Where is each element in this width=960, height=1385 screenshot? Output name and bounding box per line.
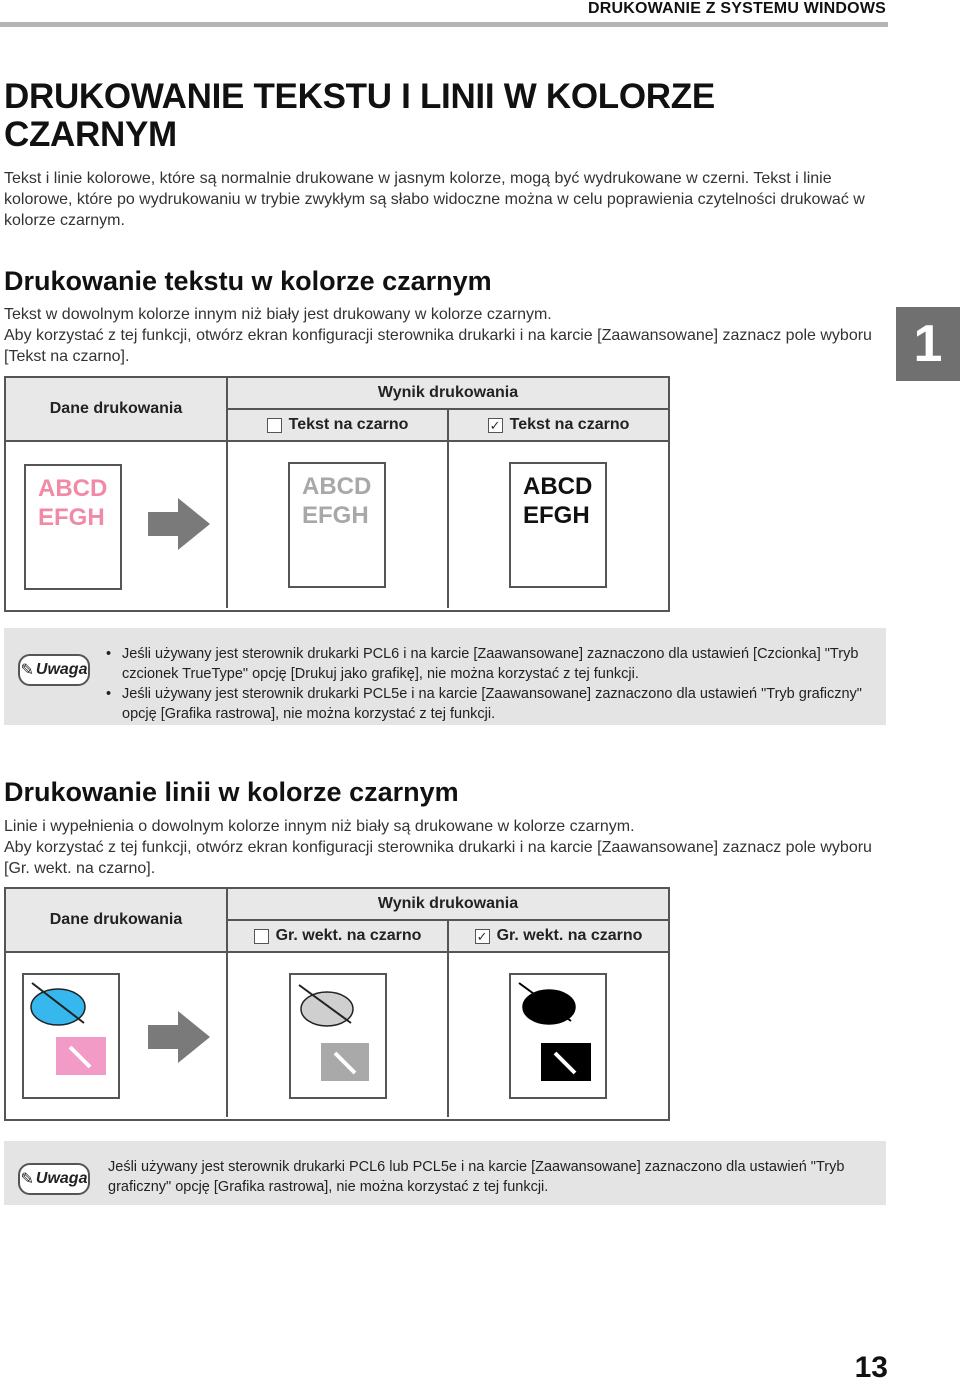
column-divider [447, 440, 449, 608]
black-sample-text: ABCD EFGH [523, 473, 593, 529]
result-page-unchecked [289, 973, 387, 1099]
ellipse-shape [31, 989, 85, 1025]
source-sample-text: ABCD EFGH [38, 475, 108, 531]
note-text: Jeśli używany jest sterownik drukarki PCL6 lub PCL5e i na karcie [Zaawansowane] zaznaczono dla ustawień "Tryb graficzny" opcję [Grafika rastrowa], nie można korzystać z tej funkcji. [108, 1159, 845, 1195]
note-item: • Jeśli używany jest sterownik drukarki PCL6 i na karcie [Zaawansowane] zaznaczono dla ustawień [Czcionka] "Tryb czcionek TrueType" opcję [Drukuj jako grafikę], nie można korzystać z tej funkcji. [104, 644, 880, 684]
running-header: DRUKOWANIE Z SYSTEMU WINDOWS [587, 0, 886, 17]
light-sample-text: ABCD EFGH [302, 473, 372, 529]
note-badge [18, 1163, 90, 1195]
pencil-icon: ✎ [20, 662, 34, 679]
text-section-heading: Drukowanie tekstu w kolorze czarnym [4, 266, 492, 296]
page-title: DRUKOWANIE TEKSTU I LINII W KOLORZE CZARNYM [4, 77, 715, 154]
text-section-line2: Aby korzystać z tej funkcji, otwórz ekran konfiguracji sterownika drukarki i na karcie [Zaawansowane] zaznacz pole wyboru [Tekst na czarno]. [4, 327, 872, 365]
arrow-right-icon [148, 1011, 210, 1063]
source-graphics [24, 975, 118, 1097]
intro-paragraph: Tekst i linie kolorowe, które są normalnie drukowane w jasnym kolorze, mogą być wydrukowane w czerni. Tekst i linie kolorowe, które po wydrukowaniu w trybie zwykłym są słabo widoczne można w celu poprawienia czytelności drukować w kolorze czarnym. [4, 170, 865, 229]
lines-section-line1: Linie i wypełnienia o dowolnym kolorze innym niż biały są drukowane w kolorze czarnym. [4, 818, 635, 835]
pencil-icon: ✎ [20, 1171, 34, 1188]
option-checked [449, 921, 668, 951]
checkbox-checked-icon: ✓ [475, 929, 490, 944]
checkbox-unchecked-icon [267, 418, 282, 433]
black-graphics [511, 975, 605, 1097]
note-badge-label: Uwaga [35, 1170, 88, 1187]
lines-section-heading: Drukowanie linii w kolorze czarnym [4, 777, 459, 807]
option-unchecked-label: Tekst na czarno [288, 416, 409, 433]
text-example-figure [4, 376, 670, 612]
option-unchecked [228, 921, 449, 951]
column-divider [226, 951, 228, 1117]
option-checked-label: Gr. wekt. na czarno [496, 927, 643, 944]
column-divider [447, 951, 449, 1117]
print-data-label: Dane drukowania [6, 378, 228, 440]
print-result-label: Wynik drukowania [228, 889, 668, 921]
chapter-tab: 1 [896, 307, 960, 381]
lines-section-line2: Aby korzystać z tej funkcji, otwórz ekran konfiguracji sterownika drukarki i na karcie [Zaawansowane] zaznacz pole wyboru [Gr. wekt. na czarno]. [4, 839, 872, 877]
note-box [4, 628, 886, 725]
note-badge-label: Uwaga [35, 661, 88, 678]
ellipse-shape [301, 992, 353, 1026]
note-box [4, 1141, 886, 1205]
lines-example-figure [4, 887, 670, 1121]
column-divider [226, 440, 228, 608]
option-unchecked-label: Gr. wekt. na czarno [275, 927, 422, 944]
source-page [22, 973, 120, 1099]
note-item: • Jeśli używany jest sterownik drukarki PCL5e i na karcie [Zaawansowane] zaznaczono dla ustawień "Tryb graficzny" opcję [Grafika rastrowa], nie można korzystać z tej funkcji. [104, 684, 880, 724]
text-section-line1: Tekst w dowolnym kolorze innym niż biały jest drukowany w kolorze czarnym. [4, 306, 552, 323]
checkbox-checked-icon: ✓ [488, 418, 503, 433]
print-data-label: Dane drukowania [6, 889, 228, 951]
note-badge [18, 654, 90, 686]
source-page [24, 464, 122, 590]
result-page-unchecked [288, 462, 386, 588]
option-checked [449, 410, 668, 440]
page-number: 13 [854, 1351, 888, 1384]
print-result-label: Wynik drukowania [228, 378, 668, 410]
figure-header [6, 889, 668, 953]
result-page-checked [509, 973, 607, 1099]
option-checked-label: Tekst na czarno [509, 416, 630, 433]
result-page-checked [509, 462, 607, 588]
light-graphics [291, 975, 385, 1097]
note-list [104, 644, 880, 724]
option-unchecked [228, 410, 449, 440]
arrow-right-icon [148, 498, 210, 550]
header-rule [0, 22, 888, 27]
figure-header [6, 378, 668, 442]
checkbox-unchecked-icon [254, 929, 269, 944]
